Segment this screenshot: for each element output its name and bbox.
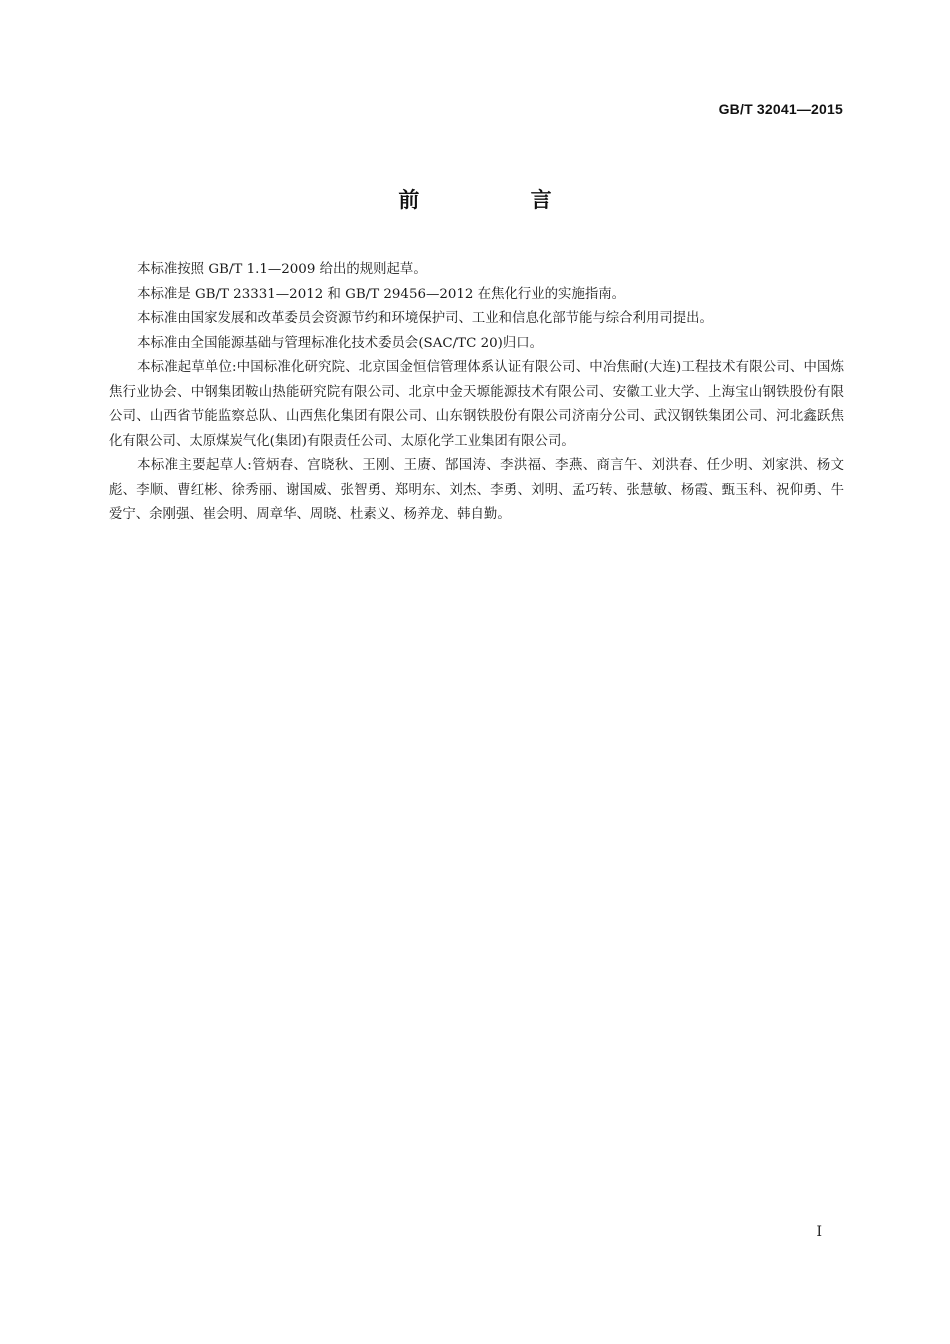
page-number: I (816, 1224, 822, 1240)
paragraph-drafting-rules: 本标准按照 GB/T 1.1—2009 给出的规则起草。 (137, 262, 427, 277)
standard-number: GB/T 32041—2015 (718, 101, 843, 117)
paragraph-implementation-guide: 本标准是 GB/T 23331—2012 和 GB/T 29456—2012 在焦化行业的实施指南。 (137, 286, 626, 302)
foreword-body (109, 258, 844, 528)
paragraph-proposed-by: 本标准由国家发展和改革委员会资源节约和环境保护司、工业和信息化部节能与综合利用司提出。 (137, 311, 713, 326)
paragraph-under-jurisdiction: 本标准由全国能源基础与管理标准化技术委员会(SAC/TC 20)归口。 (137, 335, 544, 351)
page-title: 前 言 (398, 188, 604, 212)
paragraph-main-drafters: 本标准主要起草人:管炳春、宫晓秋、王刚、王赓、郜国涛、李洪福、李燕、商言午、刘洪春、任少明、刘家洪、杨文彪、李顺、曹红彬、徐秀丽、谢国威、张智勇、郑明东、刘杰、李勇、刘明、孟巧转、张慧敏、杨霞、甄玉科、祝仰勇、牛爱宁、余刚强、崔会明、周章华、周晓、杜素义、杨养龙、韩自勤。 (109, 458, 844, 522)
paragraph-drafting-organizations: 本标准起草单位:中国标准化研究院、北京国金恒信管理体系认证有限公司、中冶焦耐(大连)工程技术有限公司、中国炼焦行业协会、中钢集团鞍山热能研究院有限公司、北京中金天塬能源技术有限公司、安徽工业大学、上海宝山钢铁股份有限公司、山西省节能监察总队、山西焦化集团有限公司、山东钢铁股份有限公司济南分公司、武汉钢铁集团公司、河北鑫跃焦化有限公司、太原煤炭气化(集团)有限责任公司、太原化学工业集团有限公司。 (109, 360, 844, 449)
